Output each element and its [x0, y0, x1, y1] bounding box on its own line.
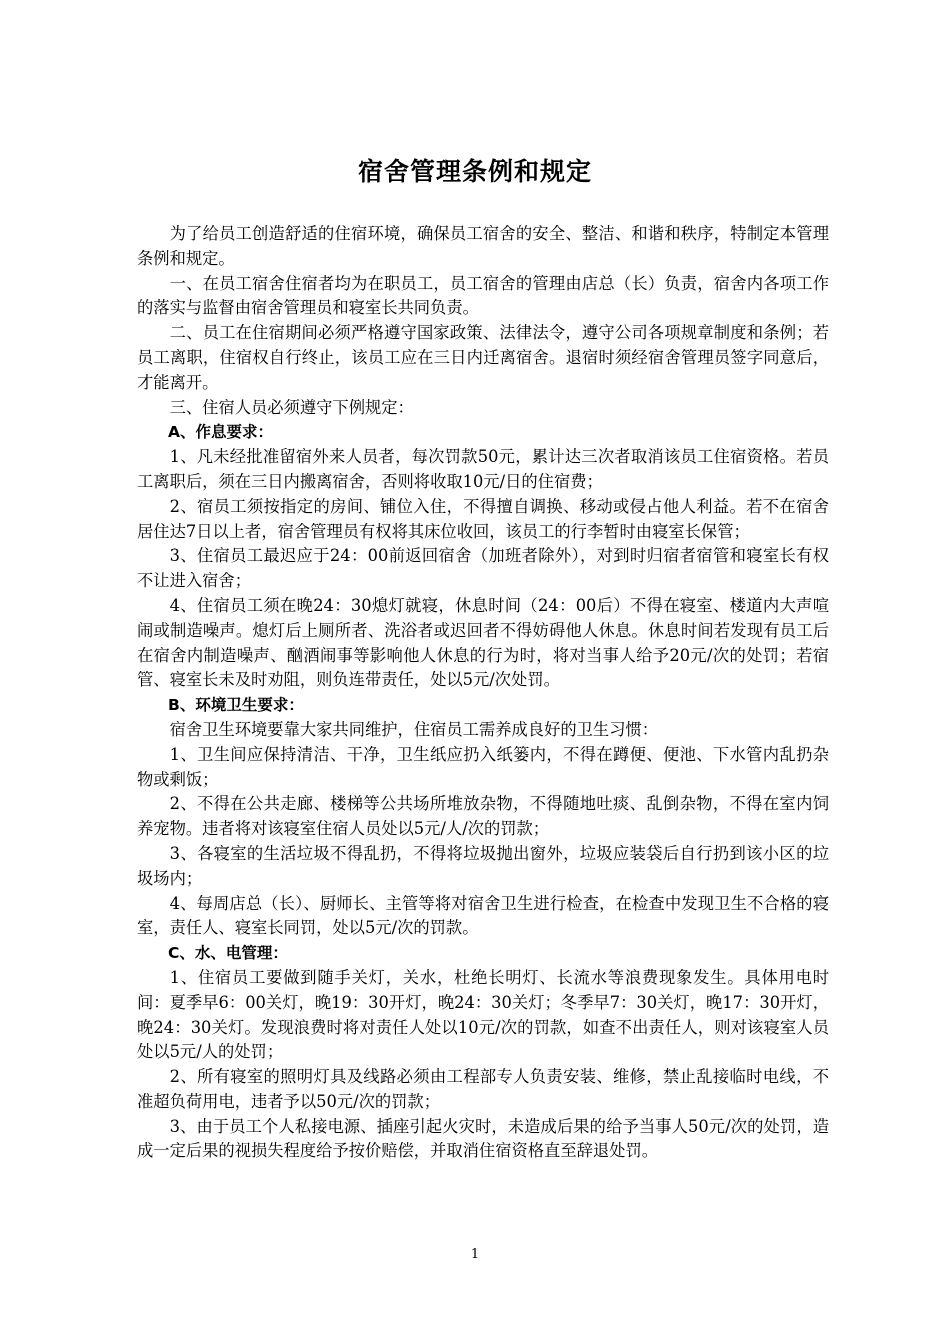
- list-item: 2、宿员工须按指定的房间、铺位入住，不得擅自调换、移动或侵占他人利益。若不在宿舍居住达7日以上者，宿舍管理员有权将其床位收回，该员工的行李暂时由寝室长保管；: [137, 496, 829, 541]
- list-item: 1、卫生间应保持清洁、干净，卫生纸应扔入纸篓内，不得在蹲便、便池、下水管内乱扔杂物或剩饭；: [137, 744, 829, 789]
- page-number: 1: [470, 1247, 480, 1262]
- list-item: 4、住宿员工须在晚24：30熄灯就寝，休息时间（24：00后）不得在寝室、楼道内大声喧闹或制造噪声。熄灯后上厕所者、洗浴者或迟回者不得妨碍他人休息。休息时间若发现有员工后在宿舍内制造噪声、酗酒闹事等影响他人休息的行为时，将对当事人给予20元/次的处罚；若宿管、寝室长未及时劝阻，则负连带责任，处以5元/次处罚。: [137, 595, 829, 690]
- document-body: [137, 222, 829, 1164]
- page-title: 宿舍管理条例和规定: [357, 157, 592, 186]
- section-heading-c: C、水、电管理：: [168, 944, 288, 963]
- list-item: 1、凡未经批准留宿外来人员者，每次罚款50元，累计达三次者取消该员工住宿资格。若员工离职后，须在三日内搬离宿舍，否则将收取10元/日的住宿费；: [137, 447, 829, 491]
- intro-paragraph: 为了给员工创造舒适的住宿环境，确保员工宿舍的安全、整洁、和谐和秩序，特制定本管理条例和规定。: [137, 224, 829, 268]
- list-item: 2、不得在公共走廊、楼梯等公共场所堆放杂物，不得随地吐痰、乱倒杂物，不得在室内饲养宠物。违者将对该寝室住宿人员处以5元/人/次的罚款；: [137, 794, 829, 839]
- section-heading-b: B、环境卫生要求：: [168, 696, 304, 715]
- list-item: 3、住宿员工最迟应于24：00前返回宿舍（加班者除外），对到时归宿者宿管和寝室长有权不让进入宿舍；: [137, 546, 829, 591]
- rule-paragraph-1: 一、在员工宿舍住宿者均为在职员工，员工宿舍的管理由店总（长）负责，宿舍内各项工作的落实与监督由宿舍管理员和寝室长共同负责。: [137, 273, 829, 318]
- rule-paragraph-3: 三、住宿人员必须遵守下例规定：: [169, 397, 414, 417]
- list-item: 1、住宿员工要做到随手关灯，关水，杜绝长明灯、长流水等浪费现象发生。具体用电时间：夏季早6：00关灯，晚19：30开灯，晚24：30关灯；冬季早7：30关灯，晚17：30开灯，晚24：30关灯。发现浪费时将对责任人处以10元/次的罚款，如查不出责任人，则对该寝室人员处以5元/人的处罚；: [137, 967, 829, 1062]
- section-heading-a: A、作息要求：: [168, 423, 273, 442]
- rule-paragraph-2: 二、员工在住宿期间必须严格遵守国家政策、法律法令，遵守公司各项规章制度和条例；若员工离职，住宿权自行终止，该员工应在三日内迁离宿舍。退宿时须经宿舍管理员签字同意后，才能离开。: [137, 323, 829, 392]
- section-intro: 宿舍卫生环境要靠大家共同维护，住宿员工需养成良好的卫生习惯：: [169, 719, 659, 739]
- list-item: 3、由于员工个人私接电源、插座引起火灾时，未造成后果的给予当事人50元/次的处罚，造成一定后果的视损失程度给予按价赔偿，并取消住宿资格直至辞退处罚。: [137, 1116, 829, 1161]
- list-item: 2、所有寝室的照明灯具及线路必须由工程部专人负责安装、维修，禁止乱接临时电线，不准超负荷用电，违者予以50元/次的罚款；: [137, 1067, 829, 1111]
- list-item: 3、各寝室的生活垃圾不得乱扔，不得将垃圾抛出窗外，垃圾应装袋后自行扔到该小区的垃圾场内；: [137, 843, 829, 888]
- list-item: 4、每周店总（长）、厨师长、主管等将对宿舍卫生进行检查，在检查中发现卫生不合格的寝室，责任人、寝室长同罚，处以5元/次的罚款。: [137, 893, 829, 938]
